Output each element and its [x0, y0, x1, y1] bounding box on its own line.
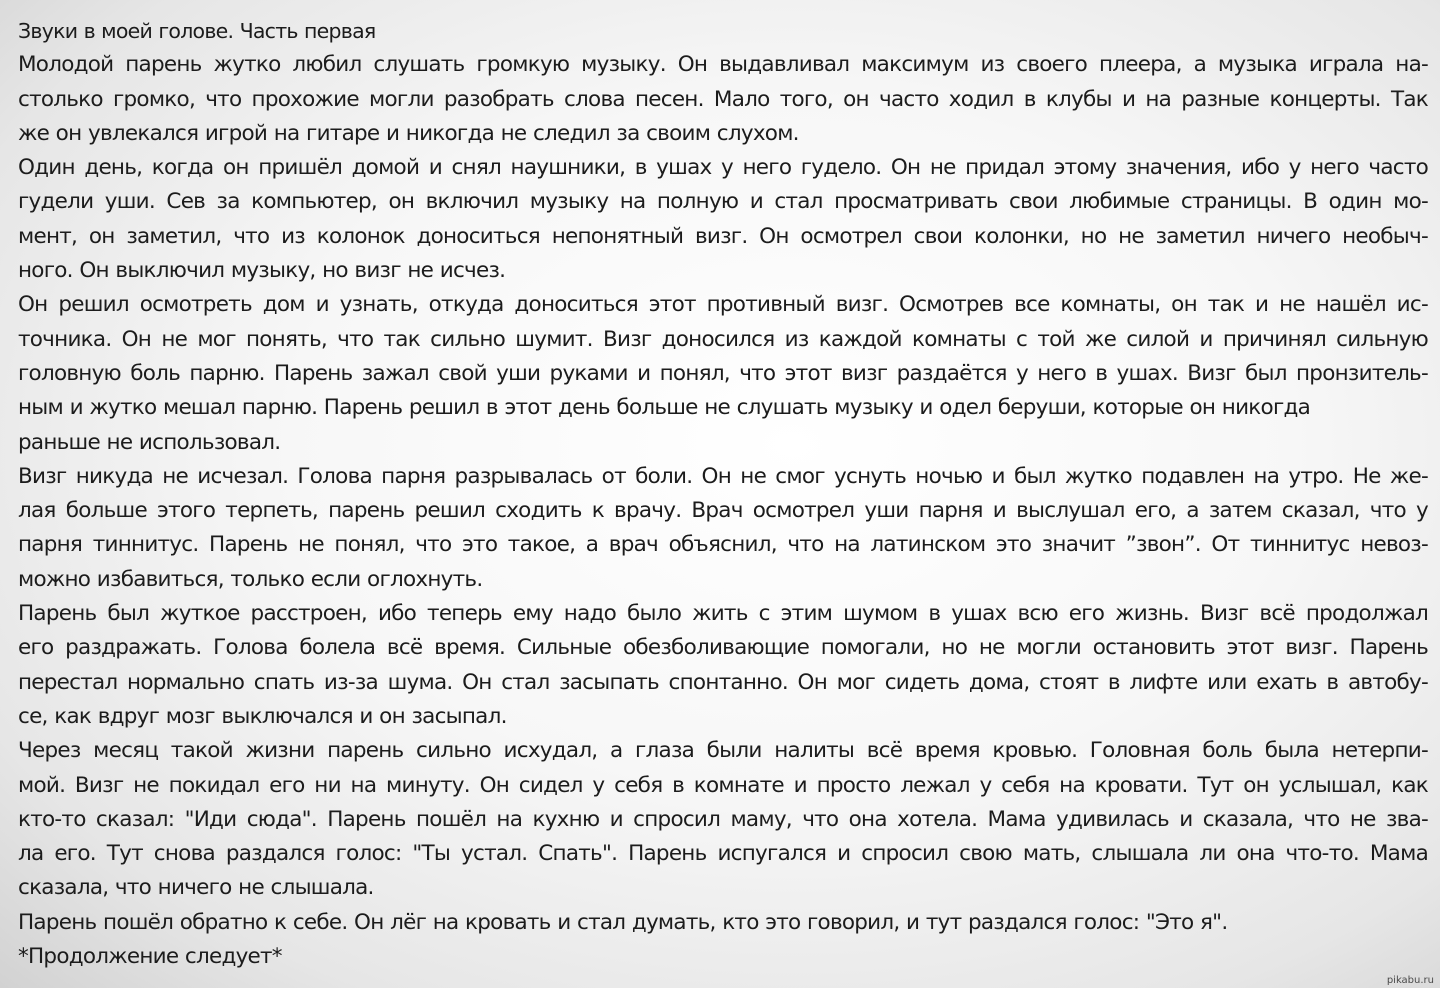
story-title: Звуки в моей голове. Часть первая: [18, 19, 376, 43]
story-continuation-note: *Продолжение следует*: [18, 944, 282, 970]
text-line: ла его. Тут снова раздался голос: "Ты устал. Спать". Парень испугался и спросил свою мать, слышала ли она что-то. Мама: [18, 841, 1428, 867]
text-line: Он решил осмотреть дом и узнать, откуда доноситься этот противный визг. Осмотрев все комнаты, он так и не нашёл ис-: [18, 292, 1428, 318]
text-line: гудели уши. Сев за компьютер, он включил музыку на полную и стал просматривать свои любимые страницы. В один мо-: [18, 189, 1428, 215]
text-line: столько громко, что прохожие могли разобрать слова песен. Мало того, он часто ходил в клубы и на разные концерты. Так: [18, 86, 1428, 112]
text-line: Парень пошёл обратно к себе. Он лёг на кровать и стал думать, кто это говорил, и тут раздался голос: "Это я".: [18, 909, 1228, 935]
text-line: точника. Он не мог понять, что так сильно шумит. Визг доносился из каждой комнаты с той же силой и причинял сильную: [18, 326, 1428, 352]
text-line: ного. Он выключил музыку, но визг не исчез.: [18, 258, 506, 284]
text-line: мент, он заметил, что из колонок доноситься непонятный визг. Он осмотрел свои колонки, но не заметил ничего необыч-: [18, 223, 1428, 249]
text-line: кто-то сказал: "Иди сюда". Парень пошёл на кухню и спросил маму, что она хотела. Мама удивилась и сказала, что не зва-: [18, 806, 1428, 832]
text-line: Парень был жуткое расстроен, ибо теперь ему надо было жить с этим шумом в ушах всю его жизнь. Визг всё продолжал: [18, 601, 1428, 627]
text-line: можно избавиться, только если оглохнуть.: [18, 566, 483, 592]
text-line: се, как вдруг мозг выключался и он засыпал.: [18, 703, 507, 729]
text-line: головную боль парню. Парень зажал свой уши руками и понял, что этот визг раздаётся у него в ушах. Визг был пронзитель-: [18, 360, 1428, 386]
text-line: перестал нормально спать из-за шума. Он стал засыпать спонтанно. Он мог сидеть дома, стоят в лифте или ехать в автобу-: [18, 669, 1428, 695]
text-line: мой. Визг не покидал его ни на минуту. Он сидел у себя в комнате и просто лежал у себя на кровати. Тут он услышал, как: [18, 772, 1428, 798]
text-line: сказала, что ничего не слышала.: [18, 875, 374, 901]
text-line: раньше не использовал.: [18, 429, 281, 455]
text-line: Визг никуда не исчезал. Голова парня разрывалась от боли. Он не смог уснуть ночью и был жутко подавлен на утро. Не же-: [18, 463, 1428, 489]
text-line: же он увлекался игрой на гитаре и никогда не следил за своим слухом.: [18, 120, 799, 146]
site-watermark: pikabu.ru: [1386, 975, 1434, 986]
text-line: Молодой парень жутко любил слушать громкую музыку. Он выдавливал максимум из своего плеера, а музыка играла на-: [18, 52, 1428, 78]
text-line: Через месяц такой жизни парень сильно исхудал, а глаза были налиты всё время кровью. Головная боль была нетерпи-: [18, 738, 1428, 764]
story-text-block: [18, 14, 1428, 974]
text-line: его раздражать. Голова болела всё время. Сильные обезболивающие помогали, но не могли остановить этот визг. Парень: [18, 635, 1428, 661]
text-line: ным и жутко мешал парню. Парень решил в этот день больше не слушать музыку и одел беруши, которые он никогда: [18, 395, 1311, 421]
text-line: парня тиннитус. Парень не понял, что это такое, а врач объяснил, что на латинском это значит ”звон”. От тиннитус невоз-: [18, 532, 1428, 558]
text-line: Один день, когда он пришёл домой и снял наушники, в ушах у него гудело. Он не придал этому значения, ибо у него часто: [18, 155, 1428, 181]
text-line: лая больше этого терпеть, парень решил сходить к врачу. Врач осмотрел уши парня и выслушал его, а затем сказал, что у: [18, 498, 1428, 524]
